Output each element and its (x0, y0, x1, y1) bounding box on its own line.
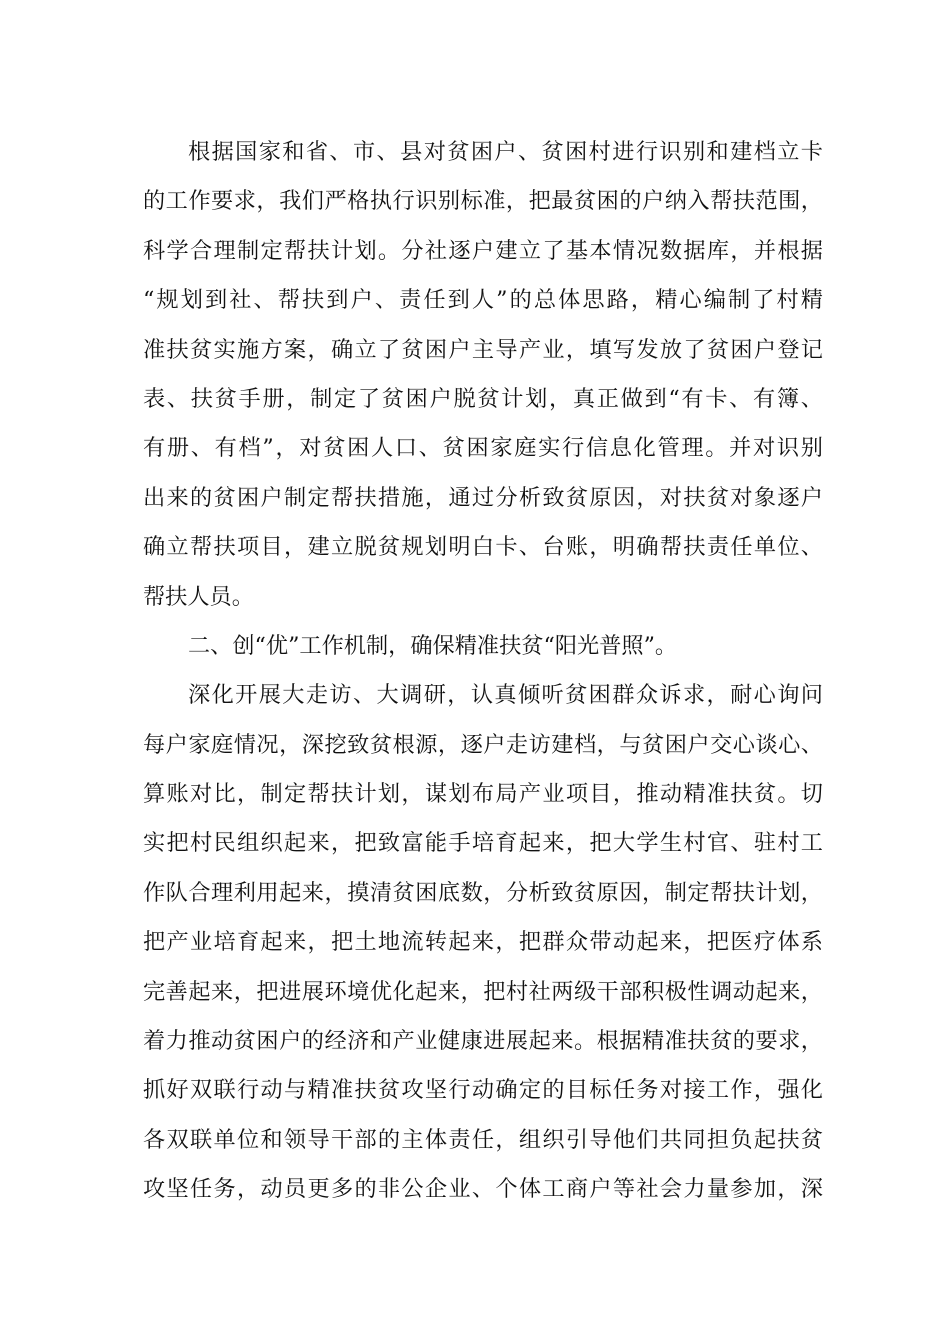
paragraph-2-line-4: 实把村民组织起来，把致富能手培育起来，把大学生村官、驻村工 (143, 830, 823, 857)
paragraph-2-line-3: 算账对比，制定帮扶计划，谋划布局产业项目，推动精准扶贫。切 (143, 781, 823, 808)
document-body (143, 128, 823, 1215)
paragraph-1-line-2: 的工作要求，我们严格执行识别标准，把最贫困的户纳入帮扶范围， (143, 188, 823, 215)
paragraph-1-line-8: 出来的贫困户制定帮扶措施，通过分析致贫原因，对扶贫对象逐户 (143, 484, 823, 511)
paragraph-1 (143, 128, 823, 622)
paragraph-2-line-5: 作队合理利用起来，摸清贫困底数，分析致贫原因，制定帮扶计划， (143, 879, 823, 906)
paragraph-2-line-11: 攻坚任务，动员更多的非公企业、个体工商户等社会力量参加，深 (143, 1176, 823, 1203)
paragraph-2-line-9: 抓好双联行动与精准扶贫攻坚行动确定的目标任务对接工作，强化 (143, 1077, 823, 1104)
paragraph-1-line-6: 表、扶贫手册，制定了贫困户脱贫计划，真正做到“有卡、有簿、 (143, 385, 823, 412)
paragraph-2-line-2: 每户家庭情况，深挖致贫根源，逐户走访建档，与贫困户交心谈心、 (143, 731, 823, 758)
paragraph-2-line-1: 深化开展大走访、大调研，认真倾听贫困群众诉求，耐心询问 (188, 682, 823, 709)
paragraph-1-line-1: 根据国家和省、市、县对贫困户、贫困村进行识别和建档立卡 (188, 139, 823, 165)
paragraph-1-line-4: “规划到社、帮扶到户、责任到人”的总体思路，精心编制了村精 (143, 287, 823, 314)
paragraph-1-line-10: 帮扶人员。 (143, 583, 254, 610)
section-heading-2: 二、创“优”工作机制，确保精准扶贫“阳光普照”。 (188, 632, 678, 659)
paragraph-1-line-5: 准扶贫实施方案，确立了贫困户主导产业，填写发放了贫困户登记 (143, 336, 823, 363)
paragraph-1-line-3: 科学合理制定帮扶计划。分社逐户建立了基本情况数据库，并根据 (143, 237, 823, 264)
paragraph-2-line-7: 完善起来，把进展环境优化起来，把村社两级干部积极性调动起来， (143, 978, 823, 1005)
paragraph-1-line-9: 确立帮扶项目，建立脱贫规划明白卡、台账，明确帮扶责任单位、 (143, 534, 823, 561)
paragraph-2 (143, 671, 823, 1214)
paragraph-2-line-8: 着力推动贫困户的经济和产业健康进展起来。根据精准扶贫的要求， (143, 1028, 823, 1055)
paragraph-2-line-6: 把产业培育起来，把土地流转起来，把群众带动起来，把医疗体系 (143, 929, 823, 956)
paragraph-2-line-10: 各双联单位和领导干部的主体责任，组织引导他们共同担负起扶贫 (143, 1126, 823, 1153)
paragraph-1-line-7: 有册、有档”，对贫困人口、贫困家庭实行信息化管理。并对识别 (143, 435, 823, 462)
